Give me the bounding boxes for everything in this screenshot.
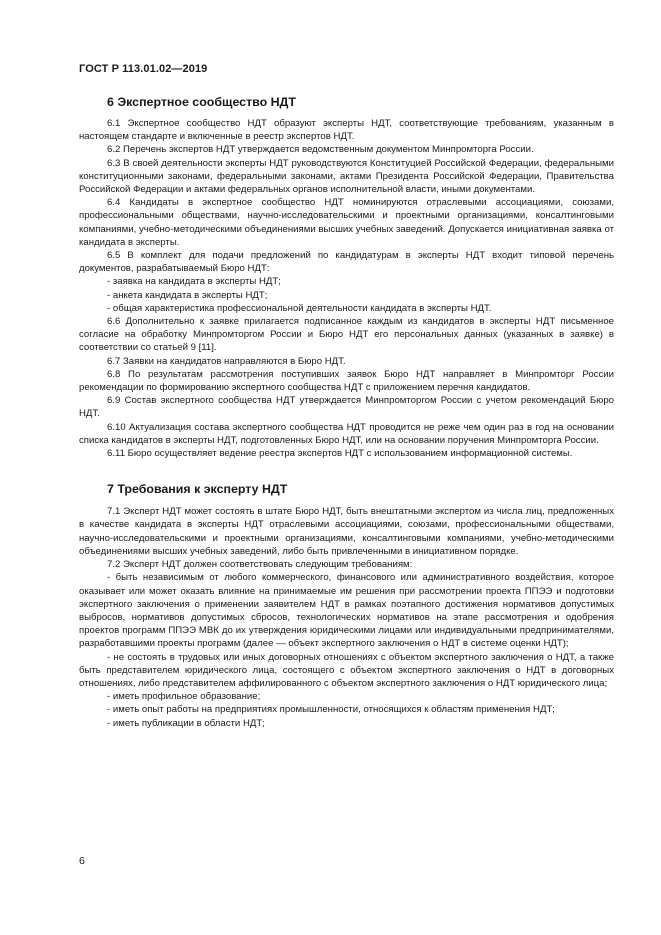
- paragraph-6-1: 6.1 Экспертное сообщество НДТ образуют эксперты НДТ, соответствующие требованиям, указанным в настоящем стандарте и включенные в реестр экспертов НДТ.: [79, 118, 614, 143]
- paragraph-7-2: 7.2 Эксперт НДТ должен соответствовать следующим требованиям:: [107, 559, 413, 571]
- list-item: - общая характеристика профессиональной деятельности кандидата в эксперты НДТ.: [107, 302, 492, 314]
- paragraph-6-5: 6.5 В комплект для подачи предложений по кандидатурам в эксперты НДТ входит типовой перечень документов, разрабатываемый Бюро НДТ:: [79, 250, 614, 275]
- page-number: 6: [79, 855, 85, 867]
- document-body: [79, 94, 614, 730]
- list-item: - заявка на кандидата в эксперты НДТ;: [107, 276, 281, 288]
- list-item: - анкета кандидата в эксперты НДТ;: [107, 289, 268, 301]
- standard-designation: ГОСТ Р 113.01.02—2019: [79, 63, 208, 75]
- section-6-heading: 6 Экспертное сообщество НДТ: [107, 95, 296, 109]
- paragraph-6-2: 6.2 Перечень экспертов НДТ утверждается ведомственным документом Минпромторга России.: [107, 144, 534, 156]
- paragraph-6-4: 6.4 Кандидаты в экспертное сообщество НДТ номинируются отраслевыми ассоциациями, союзами, профессиональными обществами, научно-исследовательскими и проектными организациями, консалтинговыми компаниями, учебно-методическими объединениями высших учебных заведений. Допускается инициативная заявка от кандидата в эксперты.: [79, 197, 614, 248]
- paragraph-6-8: 6.8 По результатам рассмотрения поступивших заявок Бюро НДТ направляет в Минпромторг России рекомендации по формированию экспертного сообщества НДТ с приложением перечня кандидатов.: [79, 368, 614, 394]
- list-item: - не состоять в трудовых или иных договорных отношениях с объектом экспертного заключения о НДТ, а также быть представителем юридического лица, состоящего с объектом экспертного заключения о НДТ в договорных отношениях, либо представителем аффилированного с объектом экспертного заключения о НДТ юридического лица;: [79, 651, 614, 689]
- paragraph-6-11: 6.11 Бюро осуществляет ведение реестра экспертов НДТ с использованием информационной системы.: [107, 448, 573, 460]
- paragraph-6-7: 6.7 Заявки на кандидатов направляются в Бюро НДТ.: [107, 355, 346, 367]
- paragraph-7-1: 7.1 Эксперт НДТ может состоять в штате Бюро НДТ, быть внештатными экспертом из числа лиц, предложенных в качестве кандидата в эксперты НДТ отраслевыми ассоциациями, союзами, профессиональными обществами, научно-исследовательскими и проектными организациями, консалтинговыми компаниями, учебно-методическими объединениями высших учебных заведений, либо быть привлеченными в инициативном порядке.: [79, 506, 614, 557]
- paragraph-6-3: 6.3 В своей деятельности эксперты НДТ руководствуются Конституцией Российской Федерации, федеральными конституционными законами, федеральными законами, актами Президента Российской Федерации, Правительства Российской Федерации и актами федеральных органов исполнительной власти, иными документами.: [79, 157, 614, 196]
- section-7-heading: 7 Требования к эксперту НДТ: [107, 482, 288, 497]
- paragraph-6-9: 6.9 Состав экспертного сообщества НДТ утверждается Минпромторгом России с учетом рекомендаций Бюро НДТ.: [79, 395, 614, 420]
- list-item: - иметь профильное образование;: [107, 691, 261, 703]
- paragraph-6-6: 6.6 Дополнительно к заявке прилагается подписанное каждым из кандидатов в эксперты НДТ письменное согласие на обработку Минпромторгом России и Бюро НДТ его персональных данных (указанных в заявке) в соответствии со статьей 9 [11].: [79, 316, 614, 354]
- list-item: - быть независимым от любого коммерческого, финансового или административного воздействия, которое оказывает или может оказать влияние на принимаемые им решения при рассмотрении проекта ППЭЭ и подготовки экспертного заключения о применении заявителем НДТ в рамках поэтапного достижения нормативов допустимых выбросов, нормативов допустимых сбросов, технологических нормативов на этапе рассмотрения и одобрения проектов программ ППЭЭ МВК до их утверждения юридическими лицами или индивидуальными предпринимателями, разработавшими проекты программ (далее — объект экспертного заключения о НДТ в системе оценки НДТ);: [79, 572, 614, 650]
- list-item: - иметь публикации в области НДТ;: [107, 717, 265, 729]
- list-item: - иметь опыт работы на предприятиях промышленности, относящихся к областям применения НДТ;: [107, 704, 555, 716]
- paragraph-6-10: 6.10 Актуализация состава экспертного сообщества НДТ проводится не реже чем один раз в год на основании списка кандидатов в эксперты НДТ, подготовленных Бюро НДТ, или на основании поручения Минпромторга России.: [79, 421, 614, 446]
